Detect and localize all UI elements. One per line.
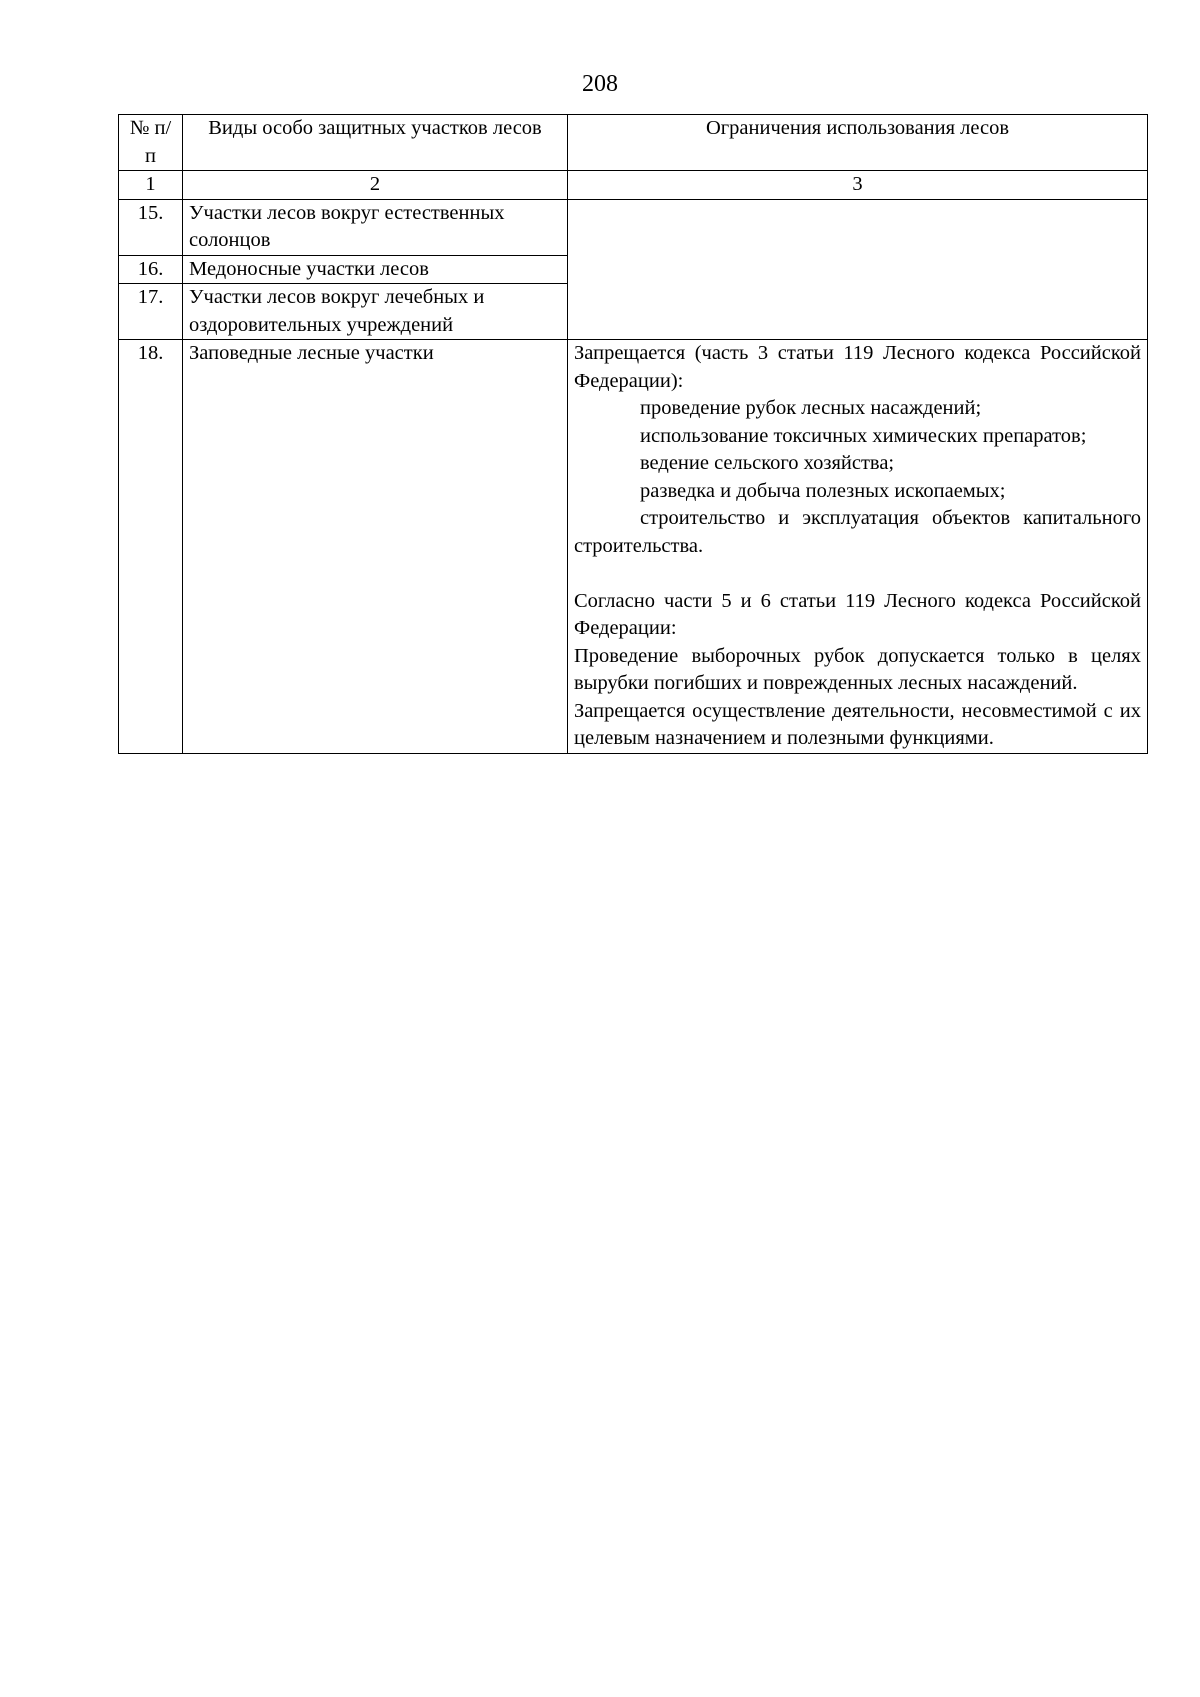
row-kind: Заповедные лесные участки xyxy=(183,340,568,754)
row-number: 15. xyxy=(119,199,183,255)
row-kind: Участки лесов вокруг естественных солонцов xyxy=(183,199,568,255)
restriction-item: разведка и добыча полезных ископаемых; xyxy=(640,479,1006,502)
restrictions-table xyxy=(118,114,1148,754)
row-number: 17. xyxy=(119,284,183,340)
header-kind: Виды особо защитных участков лесов xyxy=(183,115,568,171)
page-number: 208 xyxy=(582,71,618,97)
row-kind: Участки лесов вокруг лечебных и оздоровительных учреждений xyxy=(183,284,568,340)
restriction-intro: Запрещается (часть 3 статьи 119 Лесного кодекса Российской Федерации): xyxy=(574,342,1141,392)
table-row xyxy=(119,199,1148,255)
row-restrictions xyxy=(568,340,1148,754)
paragraph-spacer xyxy=(574,560,1141,588)
column-index-2: 2 xyxy=(183,171,568,200)
restriction-paragraph: Запрещается осуществление деятельности, несовместимой с их целевым назначением и полезными функциями. xyxy=(574,699,1141,749)
restriction-item: строительство и эксплуатация объектов капитального строительства. xyxy=(574,507,1141,557)
column-index-row xyxy=(119,171,1148,200)
restriction-paragraph: Согласно части 5 и 6 статьи 119 Лесного кодекса Российской Федерации: xyxy=(574,589,1141,639)
restriction-paragraph: Проведение выборочных рубок допускается только в целях вырубки погибших и поврежденных лесных насаждений. xyxy=(574,644,1141,694)
row-number: 18. xyxy=(119,340,183,754)
row-restrictions-empty xyxy=(568,199,1148,340)
row-kind: Медоносные участки лесов xyxy=(183,255,568,284)
table-row xyxy=(119,340,1148,754)
restriction-item: проведение рубок лесных насаждений; xyxy=(640,397,982,419)
restriction-item: ведение сельского хозяйства; xyxy=(640,452,895,474)
restriction-item: использование токсичных химических препаратов; xyxy=(640,424,1087,447)
column-index-1: 1 xyxy=(119,171,183,200)
header-number: № п/п xyxy=(119,115,183,171)
header-restrictions: Ограничения использования лесов xyxy=(568,115,1148,171)
column-index-3: 3 xyxy=(568,171,1148,200)
header-row xyxy=(119,115,1148,171)
row-number: 16. xyxy=(119,255,183,284)
